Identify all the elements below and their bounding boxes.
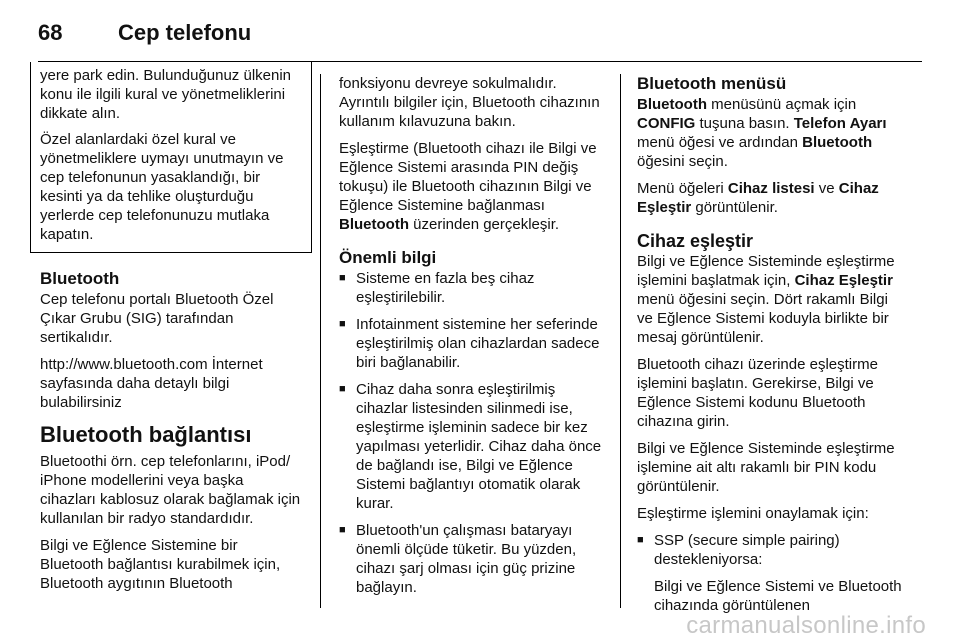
section-heading-bluetooth-connection: Bluetooth bağlantısı xyxy=(40,422,252,447)
list-item: ■ Cihaz daha sonra eşleştirilmiş cihazlar listesinden silinmedi ise, eşleştirme işleminin sadece bir kez yapılması yeterlidir. Cihaz daha önce de bağlandı ise, Bilgi ve Eğlence Sistemi bağlantıyı otomatik olarak kurar. xyxy=(339,380,605,513)
page-header-title: Cep telefonu xyxy=(118,20,252,45)
paragraph: Bluetooth cihazı üzerinde eşleştirme işlemini başlatın. Gerekirse, Bilgi ve Eğlence Sistemi kodunu Bluetooth cihazına girin. xyxy=(637,356,878,430)
section-heading-bluetooth: Bluetooth xyxy=(40,269,120,288)
section-heading-pair-device: Cihaz eşleştir xyxy=(637,231,754,251)
column-2 xyxy=(339,74,605,605)
paragraph: http://www.bluetooth.com İnternet sayfasında daha detaylı bilgi bulabilirsiniz xyxy=(40,356,263,411)
notes-list xyxy=(339,269,605,597)
notice-paragraph: yere park edin. Bulunduğunuz ülkenin konu ile ilgili kural ve yönetmeliklerini dikkate alın. xyxy=(40,67,292,122)
paragraph: Bluetoothi örn. cep telefonlarını, iPod/ iPhone modellerini veya başka cihazları kablosuz olarak bağlamak için kullanılan bir radyo standardıdır. xyxy=(40,453,301,527)
notice-box xyxy=(30,62,312,253)
list-item: ■ Bluetooth'un çalışması bataryayı önemli ölçüde tüketir. Bu yüzden, cihazı şarj olması için güç prizine bağlayın. xyxy=(339,521,605,597)
paragraph: Bluetooth menüsünü açmak için CONFIG tuşuna basın. Telefon Ayarı menü öğesi ve ardından Bluetooth öğesini seçin. xyxy=(637,96,887,170)
list-item: ■ Infotainment sistemine her seferinde eşleştirilmiş olan cihazlardan sadece biri bağlanabilir. xyxy=(339,315,605,372)
list-item: ■ Sisteme en fazla beş cihaz eşleştirilebilir. xyxy=(339,269,605,307)
column-3 xyxy=(637,74,905,623)
paragraph: Menü öğeleri Cihaz listesi ve Cihaz Eşleştir görüntülenir. xyxy=(637,180,879,216)
paragraph: fonksiyonu devreye sokulmalıdır. Ayrıntılı bilgiler için, Bluetooth cihazının kullanım kılavuzuna bakın. xyxy=(339,75,600,130)
paragraph: Bilgi ve Eğlence Sisteminde eşleştirme işlemine ait altı rakamlı bir PIN kodu görüntülenir. xyxy=(637,440,895,495)
section-heading-important-info: Önemli bilgi xyxy=(339,248,437,267)
column-separator-1 xyxy=(320,74,321,608)
paragraph: Cep telefonu portalı Bluetooth Özel Çıkar Grubu (SIG) tarafından sertikalıdır. xyxy=(40,291,274,346)
section-heading-bluetooth-menu: Bluetooth menüsü xyxy=(637,74,787,93)
column-separator-2 xyxy=(620,74,621,608)
list-item-sub: Bilgi ve Eğlence Sistemi ve Bluetooth cihazında görüntülenen xyxy=(654,578,902,614)
paragraph: Eşleştirme işlemini onaylamak için: xyxy=(637,505,869,522)
pairing-list xyxy=(637,531,905,615)
paragraph: Eşleştirme (Bluetooth cihazı ile Bilgi ve Eğlence Sistemi arasında PIN değiş tokuşu) ile Bluetooth cihazının Bilgi ve Eğlence Sistemine bağlanması Bluetooth üzerinden gerçekleşir. xyxy=(339,140,597,233)
paragraph: Bilgi ve Eğlence Sistemine bir Bluetooth bağlantısı kurabilmek için, Bluetooth aygıtının Bluetooth xyxy=(40,537,281,592)
page-number: 68 xyxy=(38,20,63,45)
watermark: carmanualsonline.info xyxy=(686,612,926,639)
list-item: ■ SSP (secure simple pairing) destekleniyorsa: Bilgi ve Eğlence Sistemi ve Bluetooth cihazında görüntülenen xyxy=(637,531,905,615)
column-1 xyxy=(40,67,302,601)
paragraph: Bilgi ve Eğlence Sisteminde eşleştirme işlemini başlatmak için, Cihaz Eşleştir menü öğesini seçin. Dört rakamlı Bilgi ve Eğlence Sistemi koduyla birlikte bir mesaj görüntülenir. xyxy=(637,253,895,346)
notice-paragraph: Özel alanlardaki özel kural ve yönetmeliklere uymayı unutmayın ve cep telefonunun yasaklandığı, bir kesinti ya da tehlike oluşturduğu yerlerde cep telefonunuzu mutlaka kapatın. xyxy=(40,131,284,243)
ui-term: Bluetooth xyxy=(339,216,409,233)
